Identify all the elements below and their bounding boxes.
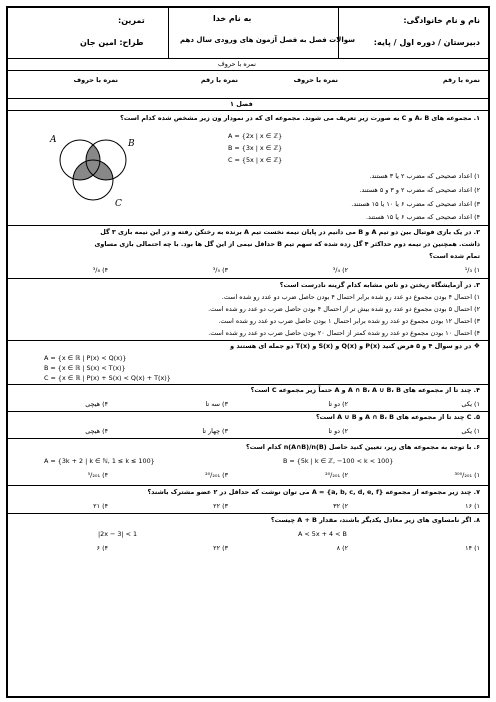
q7-option-3[interactable]: ۳) ۲۲ xyxy=(213,502,228,510)
divider xyxy=(8,411,488,412)
q4-intro-text: در دو سوال ۴ و ۵ فرض کنید P(x) و Q(x) و S(x) و T(x) دو جمله ای هستند و xyxy=(230,342,472,350)
q4-option-3[interactable]: ۳) سه تا xyxy=(205,400,228,408)
q2-text-1: ۲. در یک بازی فوتبال بین دو تیم A و B می دانیم در پایان نیمه نخست تیم A برنده به رختکن رفته و در این نیمه بازی ۳ گل xyxy=(100,228,480,236)
q8-option-4[interactable]: ۴) ۶ xyxy=(96,544,108,552)
q3-text: ۳. در آزمایشگاه ریختن دو تاس مشابه کدام گزینه نادرست است؟ xyxy=(279,281,480,289)
q7-option-1[interactable]: ۱) ۱۶ xyxy=(465,502,480,510)
score-cell: نمره با رقم xyxy=(442,76,480,84)
q4-option-4[interactable]: ۴) هیچی xyxy=(85,400,108,408)
q8-option-3[interactable]: ۳) ۲۲ xyxy=(213,544,228,552)
q2-option-4[interactable]: ۴) ³/₈ xyxy=(92,266,108,274)
header-subtitle: سوالات فصل به فصل آزمون های ورودی سال دهم xyxy=(180,36,356,44)
score-cell: نمره با حروف xyxy=(73,76,118,84)
q2-option-1[interactable]: ۱) ¹/₃ xyxy=(464,266,480,274)
divider xyxy=(8,438,488,439)
q5-text: ۵. C چند تا از مجموعه های A ∩ B، B و A ∪ B است؟ xyxy=(315,413,480,421)
q1-option-3[interactable]: ۳) اعداد صحیحی که مضرب ۶ یا ۱۰ یا ۱۵ هستند. xyxy=(351,200,480,208)
q1-set-b: B = {3x | x ∈ ℤ} xyxy=(228,144,283,152)
q4-def-b: B = {x ∈ ℝ | S(x) < T(x)} xyxy=(44,364,126,372)
divider xyxy=(8,485,488,486)
q6-text: ۶. با توجه به مجموعه های زیر، تعیین کنید حاصل n(A∩B)/n(B) کدام است؟ xyxy=(246,443,480,451)
exam-header xyxy=(8,8,488,59)
q8-option-2[interactable]: ۲) ۸ xyxy=(336,544,348,552)
q2-option-2[interactable]: ۲) ³/₄ xyxy=(332,266,348,274)
q8-ineq-a: A < 5x + 4 < B xyxy=(298,530,347,538)
q7-option-2[interactable]: ۲) ۳۲ xyxy=(333,502,348,510)
q1-set-a: A = {2x | x ∈ ℤ} xyxy=(228,132,283,140)
q5-option-3[interactable]: ۳) چهار تا xyxy=(202,427,228,435)
q3-option-4[interactable]: ۴) احتمال ۱۰ بودن مجموع دو عدد رو شده کمتر از احتمال ۲۰ بودن حاصل ضرب دو عدد رو شده است. xyxy=(208,329,480,337)
q5-option-2[interactable]: ۲) دو تا xyxy=(328,427,348,435)
q5-option-4[interactable]: ۴) هیچی xyxy=(85,427,108,435)
q7-text: ۷. چند زیر مجموعه از مجموعه A = {a, b, c, d, e, f} می توان نوشت که حداقل در ۲ عضو مشترک باشند؟ xyxy=(147,488,480,496)
divider xyxy=(8,225,488,226)
q1-option-1[interactable]: ۱) اعداد صحیحی که مضرب ۲ یا ۳ هستند. xyxy=(369,172,480,180)
divider xyxy=(8,384,488,385)
q8-text: ۸. اگر نامساوی های زیر معادل یکدیگر باشند، مقدار A + B چیست؟ xyxy=(270,516,480,524)
q1-option-4[interactable]: ۴) اعداد صحیحی که مضرب ۶ یا ۱۵ هستند. xyxy=(365,213,480,221)
q4-option-1[interactable]: ۱) یکی xyxy=(461,400,480,408)
divider xyxy=(8,340,488,341)
q1-option-2[interactable]: ۲) اعداد صحیحی که مضرب ۲ و ۳ و ۵ هستند. xyxy=(359,186,480,194)
q4-intro xyxy=(230,342,480,350)
q6-option-2[interactable]: ۲) ²⁰/₂₀₁ xyxy=(325,471,348,479)
q7-option-4[interactable]: ۴) ۲۱ xyxy=(93,502,108,510)
venn-label-a: A xyxy=(50,135,57,145)
q5-option-1[interactable]: ۱) یکی xyxy=(461,427,480,435)
q8-option-1[interactable]: ۱) ۱۴ xyxy=(465,544,480,552)
venn-label-b: B xyxy=(128,139,135,149)
header-right-title: تمرین: xyxy=(118,16,145,25)
bullet-icon: ❖ xyxy=(471,342,480,350)
q6-option-4[interactable]: ۴) ⁵/₂₀₁ xyxy=(87,471,108,479)
q2-text-3: تمام شده است؟ xyxy=(429,252,480,260)
header-divider xyxy=(338,8,339,58)
grade-label: دبیرستان / دوره اول / پایه: xyxy=(373,38,480,47)
q6-set-b: B = {5k | k ∈ ℤ, −100 < k < 100} xyxy=(283,457,394,465)
q4-def-a: A = {x ∈ ℝ | P(x) < Q(x)} xyxy=(44,354,127,362)
venn-label-c: C xyxy=(115,199,122,209)
q6-option-1[interactable]: ۱) ³⁰⁰/₂₀₁ xyxy=(454,471,480,479)
exam-page xyxy=(6,6,490,698)
q4-option-2[interactable]: ۲) دو تا xyxy=(328,400,348,408)
name-label: نام و نام خانوادگی: xyxy=(403,16,480,25)
section-row xyxy=(8,98,488,111)
divider xyxy=(8,278,488,279)
score-text: نمره با حروف xyxy=(218,60,256,68)
score-cells xyxy=(8,70,488,99)
header-right-subtitle: طراح: امین جان xyxy=(80,38,144,47)
q6-set-a: A = {3k + 2 | k ∈ ℕ, 1 ≤ k ≤ 100} xyxy=(44,457,155,465)
section-title: فصل ۱ xyxy=(230,100,253,108)
header-title: به نام خدا xyxy=(213,14,252,23)
score-cell: نمره با رقم xyxy=(200,76,238,84)
q1-set-c: C = {5x | x ∈ ℤ} xyxy=(228,156,283,164)
q3-option-3[interactable]: ۳) احتمال ۱۲ بودن مجموع دو عدد رو شده برابر احتمال ۱ بودن حاصل ضرب دو عدد رو شده است. xyxy=(218,317,480,325)
venn-diagram xyxy=(28,130,158,210)
score-cell: نمره با حروف xyxy=(293,76,338,84)
q3-option-2[interactable]: ۲) احتمال ۵ بودن مجموع دو عدد رو شده بیش تر از احتمال ۴ بودن حاصل ضرب دو عدد رو شده است. xyxy=(208,305,480,313)
q1-text: ۱. مجموعه های A، B و C به صورت زیر تعریف می شوند. مجموعه ای که در نمودار ون زیر مشخص شده کدام است؟ xyxy=(120,114,480,122)
q2-text-2: داشت. همچنین در نیمه دوم حداکثر ۴ گل زده شده که سهم تیم B حداقل نیمی از این گل ها بود. با چه احتمالی بازی مساوی xyxy=(94,240,480,248)
q4-text: ۴. چند تا از مجموعه های A ∩ B، A ∪ B، B و A حتماً زیر مجموعه C است؟ xyxy=(250,386,480,394)
q2-option-3[interactable]: ۳) ³/₅ xyxy=(212,266,228,274)
q6-option-3[interactable]: ۳) ²⁰/₂₀₁ xyxy=(205,471,228,479)
q3-option-1[interactable]: ۱) احتمال ۴ بودن مجموع دو عدد رو شده برابر احتمال ۴ بودن حاصل ضرب دو عدد رو شده است. xyxy=(221,293,480,301)
header-divider xyxy=(168,8,169,58)
q8-ineq-b: |2x − 3| < 1 xyxy=(98,530,138,538)
divider xyxy=(8,513,488,514)
q4-def-c: C = {x ∈ ℝ | P(x) + S(x) < Q(x) + T(x)} xyxy=(44,374,171,382)
